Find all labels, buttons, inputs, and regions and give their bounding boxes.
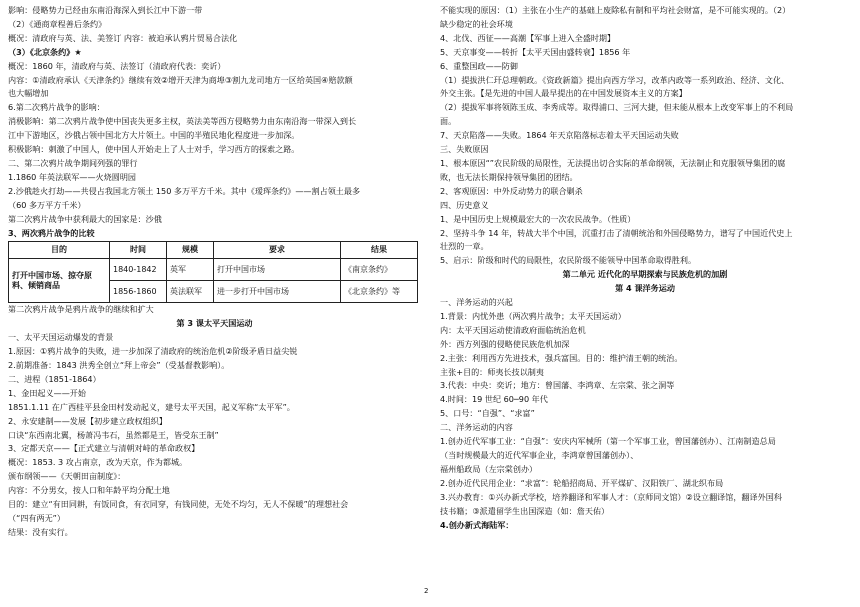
table-cell: 《北京条约》等 [341,281,418,303]
table-cell: 打开中国市场、掠夺原料、倾销商品 [9,259,110,303]
right-column [440,4,850,532]
text-line: 2.主张：利用西方先进技术，强兵富国。目的：维护清王朝的统治。 [440,352,683,363]
text-line-heading: 3、两次鸦片战争的比较 [8,227,95,238]
text-line: 概况：1853. 3 攻占南京，改为天京，作为都城。 [8,457,188,468]
table-cell: 1840-1842 [110,259,167,281]
text-line: 壮烈的一章。 [440,241,489,252]
text-line: 2、永安建制——发展【初步建立政权组织】 [8,415,167,426]
text-line: （“四有两无”） [8,513,65,523]
table-header: 要求 [214,242,341,259]
text-line: 福州船政局（左宗棠创办） [440,463,538,474]
text-line: 不能实现的原因：（1）主张在小生产的基础上废除私有制和平均社会财富，是不可能实现的。（2） [440,5,791,15]
text-line: 技书籍；③派遣留学生出国深造（如：詹天佑） [440,505,610,516]
text-line: 1、金田起义——开始 [8,387,86,398]
text-line: 内：太平天国运动使清政府面临统治危机 [440,324,586,335]
text-line: 颁布纲领——《天朝田亩制度》： [8,471,126,482]
text-line: 消极影响：第二次鸦片战争使中国丧失更多主权，英法美等西方侵略势力由东南沿海一带深入到长 [8,116,357,127]
text-line: （当时规模最大的近代军事企业，李鸿章曾国藩创办）、 [440,450,639,460]
text-line: 2.创办近代民用企业：“求富”：轮船招商局、开平煤矿、汉阳铁厂、湖北织布局 [440,477,724,488]
table-header: 结果 [341,242,418,259]
text-line: 5、口号：“自强”、“求富” [440,408,535,419]
text-line: 1851.1.11 在广西桂平县金田村发动起义，建号太平天国，起义军称“太平军”。 [8,401,295,412]
text-line: （2）《通商章程善后条约》 [8,18,107,29]
text-line: 1.创办近代军事工业：“自强”：安庆内军械所（第一个军事工业，曾国藩创办）、江南制造总局 [440,436,776,447]
text-line: 6.第二次鸦片战争的影响： [8,102,105,113]
unit-title: 第二单元 近代化的早期探索与民族危机的加剧 [562,269,728,280]
text-line: 概况：清政府与英、法、美签订 内容：被迫承认鸦片贸易合法化 [8,32,238,43]
text-line: 1、是中国历史上规模最宏大的一次农民战争。（性质） [440,213,636,224]
text-line: 主张+目的：师夷长技以制夷 [440,366,544,377]
table-cell: 打开中国市场 [214,259,341,281]
table-header-row [9,242,418,259]
text-line: 第二次鸦片战争中获利最大的国家是：沙俄 [8,213,162,224]
table-row [9,259,418,281]
text-line: 1.背景：内忧外患（两次鸦片战争；太平天国运动） [440,310,626,321]
text-line: （2）提拔军事将领陈玉成、李秀成等。取得浦口、三河大捷，但未能从根本上改变军事上的不利局 [440,102,794,113]
text-line: 内容：①清政府承认《天津条约》继续有效②增开天津为商埠③割九龙司地方一区给英国④赔款额 [8,74,353,85]
text-line: 3.兴办教育：①兴办新式学校，培养翻译和军事人才：（京师同文馆）②设立翻译馆，翻译外国科 [440,491,782,502]
text-line: 外：西方列强的侵略使民族危机加深 [440,338,570,349]
text-line: 江中下游地区，沙俄占领中国北方大片领土。中国的半殖民地化程度进一步加深。 [8,130,300,141]
text-line: 1、根本原因“”农民阶级的局限性，无法提出切合实际的革命纲领，无法制止和克服领导集团的腐 [440,157,786,168]
opium-war-comparison-table [8,241,418,303]
lesson-title: 第 3 课太平天国运动 [176,318,253,329]
text-line: 缺少稳定的社会环境 [440,18,513,29]
text-line: 3.代表：中央：奕䜣；地方：曾国藩、李鸿章、左宗棠、张之洞等 [440,380,675,391]
text-line: 4.时间：19 世纪 60─90 年代 [440,394,548,405]
table-cell: 英军 [167,259,214,281]
page-number: 2 [424,587,429,595]
text-line: 2、客观原因：中外反动势力的联合剿杀 [440,185,583,196]
table-cell: 英法联军 [167,281,214,303]
text-line: 一、太平天国运动爆发的背景 [8,332,114,343]
table-cell: 进一步打开中国市场 [214,281,341,303]
text-line: 结果：没有实行。 [8,526,73,537]
text-line: 4.创办新式海陆军： [440,519,514,530]
text-line: 口诀“东西南北翼，杨萧冯韦石，虽然都是王，皆受东王制” [8,429,219,440]
table-cell: 1856-1860 [110,281,167,303]
text-line: 一、洋务运动的兴起 [440,297,513,308]
text-line: （60 多万平方千米） [8,199,86,210]
text-line: 2.前期准备：1843 洪秀全创立“拜上帝会”（受基督教影响）。 [8,360,230,371]
table-cell: 《南京条约》 [341,259,418,281]
text-line: 目的：建立“有田同耕，有饭同食，有衣同穿，有钱同使，无处不均匀，无人不保暖”的理想社会 [8,499,349,510]
text-line: 败，也无法长期保持领导集团的团结。 [440,171,578,182]
text-line: 面。 [440,116,457,127]
text-line: 2、坚持斗争 14 年，转战大半个中国，沉重打击了清朝统治和外国侵略势力，谱写了中国近代史上 [440,227,793,238]
text-line-heading: （3）《北京条约》★ [8,46,82,57]
text-line: 3、定都天京——【正式建立与清朝对峙的革命政权】 [8,443,200,454]
text-line: 影响：侵略势力已经由东南沿海深入到长江中下游一带 [8,5,203,15]
text-line: 二、洋务运动的内容 [440,422,513,433]
text-line: 四、历史意义 [440,199,489,210]
table-header: 目的 [9,242,110,259]
text-line: 7、天京陷落——失败。1864 年天京陷落标志着太平天国运动失败 [440,130,679,141]
text-line: 也大幅增加 [8,88,49,99]
text-line: 5、启示：阶级和时代的局限性，农民阶级不能领导中国革命取得胜利。 [440,255,697,266]
left-lines-b [8,303,421,539]
text-line: 外交主张。【是先进的中国人最早提出的在中国发展资本主义的方案】 [440,88,687,99]
lesson-title: 第 4 课洋务运动 [615,283,675,294]
table-header: 规模 [167,242,214,259]
left-lines-a [8,4,421,240]
text-line: 概况：1860 年，清政府与英、法签订（清政府代表：奕䜣） [8,60,226,71]
table-header: 时间 [110,242,167,259]
text-line: 1.1860 年英法联军——火烧圆明园 [8,171,137,182]
text-line: 5、天京事变——转折【太平天国由盛转衰】1856 年 [440,46,631,57]
text-line: 内容：不分男女，按人口和年龄平均分配土地 [8,485,170,496]
text-line: 三、失败原因 [440,144,489,155]
text-line: 二、进程（1851-1864） [8,373,101,384]
text-line: 1.原因：①鸦片战争的失败，进一步加深了清政府的统治危机②阶级矛盾日益尖锐 [8,346,298,357]
text-line: （1）提拔洪仁玕总理朝政。《资政新篇》提出向西方学习，改革内政等一系列政治、经济、文化、 [440,74,790,85]
text-line: 6、重整国政——防御 [440,60,518,71]
text-line: 二、第二次鸦片战争期间列强的罪行 [8,157,138,168]
left-column [8,4,421,540]
text-line: 积极影响：刺激了中国人，使中国人开始走上了人士对手，学习西方的探索之路。 [8,144,300,155]
text-line: 2.沙俄趁火打劫——共侵占我国北方领土 150 多万平方千米。其中《瑷珲条约》——割占领土最多 [8,185,361,196]
text-line: 第二次鸦片战争是鸦片战争的继续和扩大 [8,304,154,315]
text-line: 4、北伐、西征——高潮【军事上进入全盛时期】 [440,32,616,43]
